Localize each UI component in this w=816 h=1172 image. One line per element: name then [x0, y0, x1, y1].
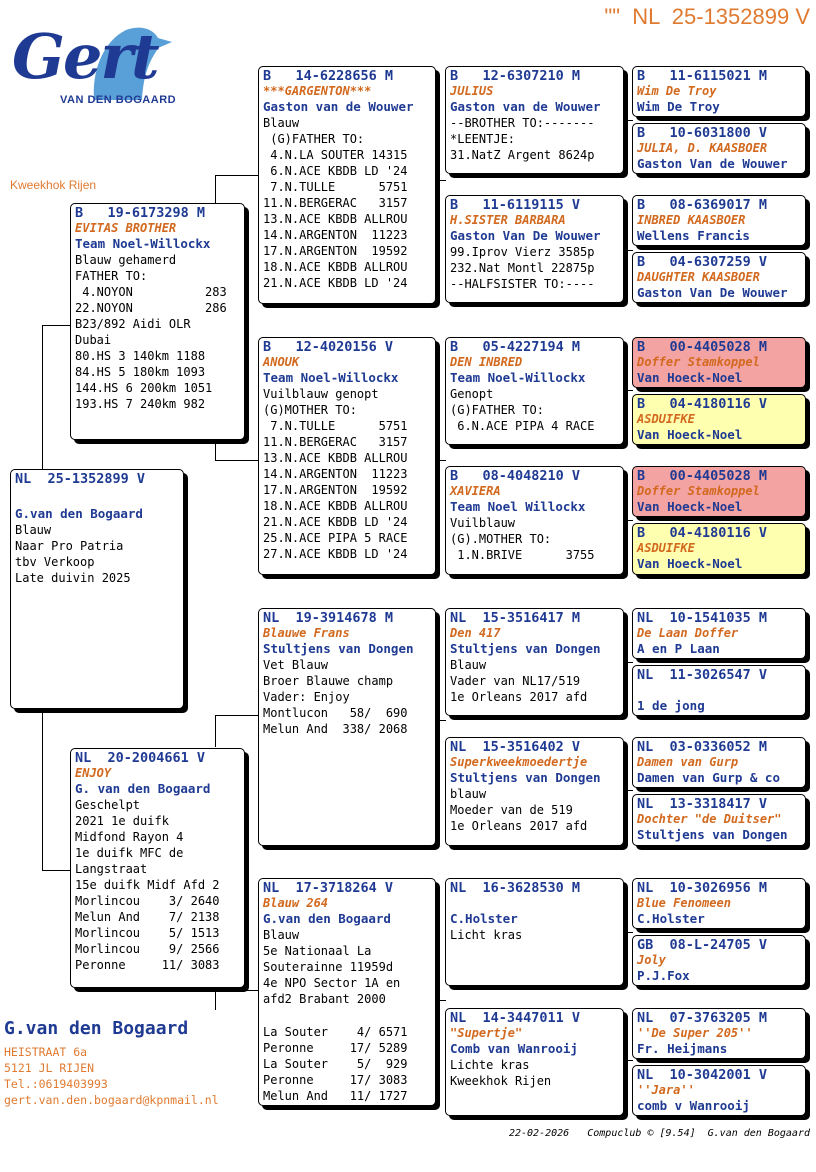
ring-number: B 00-4405028 M	[637, 468, 768, 484]
ring-number: B 10-6031800 V	[637, 125, 768, 141]
ring-number: NL 03-0336052 M	[637, 739, 768, 755]
info-line: Melun And 338/ 2068	[263, 722, 408, 736]
ring-number: B 11-6115021 M	[637, 68, 768, 84]
ring-number: NL 20-2004661 V	[75, 750, 206, 766]
info-line: Kweekhok Rijen	[450, 1074, 552, 1088]
owner: Gaston van de Wouwer	[263, 99, 414, 114]
info-line: Blauw	[450, 658, 487, 672]
info-line: 99.Iprov Vierz 3585p	[450, 245, 595, 259]
phone: Tel.:0619403993	[4, 1077, 108, 1091]
info-line: Blauw gehamerd	[75, 253, 177, 267]
info-line: Moeder van de 519	[450, 803, 573, 817]
sire-sire-dam-card	[445, 195, 624, 303]
info-line: 17.N.ARGENTON 19592	[263, 483, 408, 497]
ancestor-card	[632, 1008, 806, 1059]
owner: Van Hoeck-Noel	[637, 499, 743, 514]
footer-credits: 22-02-2026 Compuclub © [9.54] G.van den Bogaard	[508, 1128, 810, 1139]
owner: Gaston van de Wouwer	[450, 99, 601, 114]
subject-card	[10, 469, 184, 709]
info-line: *LEENTJE:	[450, 132, 516, 146]
dam-sire-dam-card	[445, 737, 624, 846]
sire-dam-sire-card	[445, 337, 624, 445]
ring-number: NL 10-3026956 M	[637, 880, 768, 896]
info-line: Vader: Enjoy	[263, 690, 350, 704]
info-line: 4e NPO Sector 1A en	[263, 976, 401, 990]
info-line: Lichte kras	[450, 1058, 530, 1072]
pigeon-name: ASDUIFKE	[637, 412, 695, 426]
pigeon-name	[450, 896, 619, 911]
info-line: (G).MOTHER TO:	[450, 532, 552, 546]
info-line: Montlucon 58/ 690	[263, 706, 408, 720]
info-lines	[15, 522, 179, 586]
info-line: (G)FATHER TO:	[450, 403, 544, 417]
sire-dam-card	[258, 337, 436, 575]
info-line: --HALFSISTER TO:----	[450, 277, 595, 291]
info-line: Vader van NL17/519	[450, 674, 581, 688]
info-line: 1e Orleans 2017 afd	[450, 819, 588, 833]
ring-number: B 04-4180116 V	[637, 525, 768, 541]
result-line: Melun And 11/ 1727	[263, 1089, 408, 1103]
address-line: HEISTRAAT 6a	[4, 1045, 88, 1059]
info-line: 84.HS 5 180km 1093	[75, 365, 206, 379]
info-line: Peronne 11/ 3083	[75, 958, 220, 972]
info-line: 6.N.ACE KBDB LD '24	[263, 164, 408, 178]
ring-number: B 14-6228656 M	[263, 68, 394, 84]
info-line: FATHER TO:	[75, 269, 148, 283]
pigeon-name: Superkweekmoedertje	[450, 755, 588, 769]
info-line: 1e Orleans 2017 afd	[450, 690, 588, 704]
info-line: (G)MOTHER TO:	[263, 403, 357, 417]
result-line: Peronne 17/ 3083	[263, 1073, 408, 1087]
owner: Comb van Wanrooij	[450, 1041, 578, 1056]
owner: Team Noel Willockx	[450, 499, 586, 514]
info-line: Morlincou 9/ 2566	[75, 942, 220, 956]
info-line: Vuilblauw genopt	[263, 387, 379, 401]
ring-number: B 08-6369017 M	[637, 197, 768, 213]
loft-label: Kweekhok Rijen	[10, 178, 97, 192]
info-line: (G)FATHER TO:	[263, 132, 365, 146]
ring-number: NL 14-3447011 V	[450, 1010, 581, 1026]
ring-number: B 04-6307259 V	[637, 254, 768, 270]
info-line: 1e duifk MFC de	[75, 846, 184, 860]
ancestor-card	[632, 665, 806, 716]
info-line: 21.N.ACE KBDB LD '24	[263, 515, 408, 529]
ring-number: B 11-6119115 V	[450, 197, 581, 213]
info-line: Genopt	[450, 387, 494, 401]
result-line: Peronne 17/ 5289	[263, 1041, 408, 1055]
info-line: Langstraat	[75, 862, 148, 876]
pigeon-name: Dochter "de Duitser"	[637, 812, 782, 826]
ring-number: B 12-6307210 M	[450, 68, 581, 84]
pigeon-name: Doffer Stamkoppel	[637, 484, 760, 498]
owner: comb v Wanrooij	[637, 1098, 750, 1113]
owner: Fr. Heijmans	[637, 1041, 728, 1056]
owner: Stultjens van Dongen	[263, 641, 414, 656]
pigeon-name: H.SISTER BARBARA	[450, 213, 566, 227]
sire-card	[70, 203, 245, 440]
ring-number: GB 08-L-24705 V	[637, 937, 768, 953]
info-line: 11.N.BERGERAC 3157	[263, 196, 408, 210]
ring-number: NL 13-3318417 V	[637, 796, 768, 812]
info-line: 4.NOYON 283	[75, 285, 227, 299]
owner: C.Holster	[450, 911, 518, 926]
info-line: 7.N.TULLE 5751	[263, 180, 408, 194]
pigeon-name: Wim De Troy	[637, 84, 717, 98]
ring-number: NL 11-3026547 V	[637, 667, 768, 683]
ancestor-card	[632, 195, 806, 246]
pigeon-name: ''De Super 205''	[637, 1026, 753, 1040]
info-line: 193.HS 7 240km 982	[75, 397, 206, 411]
breeder-name: G.van den Bogaard	[4, 1018, 189, 1039]
pigeon-name: ENJOY	[75, 766, 112, 780]
ancestor-card	[632, 1065, 806, 1116]
owner: Gaston Van de Wouwer	[637, 156, 788, 171]
owner: Van Hoeck-Noel	[637, 556, 743, 571]
ring-number: NL 10-3042001 V	[637, 1067, 768, 1083]
dam-dam-dam-card	[445, 1008, 624, 1116]
owner: Gaston Van De Wouwer	[450, 228, 601, 243]
ancestor-card	[632, 337, 806, 388]
pigeon-name: INBRED KAASBOER	[637, 213, 746, 227]
ancestor-card	[632, 394, 806, 445]
owner: Van Hoeck-Noel	[637, 427, 743, 442]
info-line: 14.N.ARGENTON 11223	[263, 467, 408, 481]
pigeon-name: JULIUS	[450, 84, 494, 98]
pigeon-name: Blauw 264	[263, 896, 329, 910]
info-line: Blauw	[263, 116, 300, 130]
info-line: Morlincou 5/ 1513	[75, 926, 220, 940]
info-line: 1.N.BRIVE 3755	[450, 548, 595, 562]
info-line: 21.N.ACE KBDB LD '24	[263, 276, 408, 290]
info-line: 13.N.ACE KBDB ALLROU	[263, 212, 408, 226]
pigeon-name	[637, 683, 801, 698]
ancestor-card	[632, 878, 806, 929]
pigeon-name: Joly	[637, 953, 666, 967]
info-line: 5e Nationaal La	[263, 944, 372, 958]
pigeon-name: DEN INBRED	[450, 355, 523, 369]
info-line: Vet Blauw	[263, 658, 329, 672]
pedigree-header: "" NL 25-1352899 V	[604, 4, 810, 29]
info-line: Melun And 7/ 2138	[75, 910, 220, 924]
info-line: 144.HS 6 200km 1051	[75, 381, 213, 395]
owner: Wim De Troy	[637, 99, 720, 114]
ancestor-card	[632, 466, 806, 517]
info-line: Midfond Rayon 4	[75, 830, 184, 844]
dam-sire-sire-card	[445, 608, 624, 716]
pigeon-name: ''Jara''	[637, 1083, 695, 1097]
ring-number: NL 10-1541035 M	[637, 610, 768, 626]
dam-card	[70, 748, 245, 988]
info-line: afd2 Brabant 2000	[263, 992, 386, 1006]
ring-number: NL 07-3763205 M	[637, 1010, 768, 1026]
email-link[interactable]: gert.van.den.bogaard@kpnmail.nl	[4, 1093, 219, 1107]
sire-sire-card	[258, 66, 436, 304]
info-line: Dubai	[75, 333, 112, 347]
logo-subtitle: VAN DEN BOGAARD	[60, 94, 177, 106]
dam-dam-sire-card	[445, 878, 624, 986]
owner: Stultjens van Dongen	[450, 770, 601, 785]
info-line: Morlincou 3/ 2640	[75, 894, 220, 908]
ring-number: NL 17-3718264 V	[263, 880, 394, 896]
owner: G.van den Bogaard	[263, 911, 391, 926]
info-line: 4.N.LA SOUTER 14315	[263, 148, 408, 162]
address-line: 5121 JL RIJEN	[4, 1061, 95, 1075]
info-line: Geschelpt	[75, 798, 141, 812]
ancestor-card	[632, 935, 806, 986]
ancestor-card	[632, 737, 806, 788]
ring-number: NL 16-3628530 M	[450, 880, 581, 896]
pigeon-name: EVITAS BROTHER	[75, 221, 177, 235]
result-line: La Souter 4/ 6571	[263, 1025, 408, 1039]
owner: 1 de jong	[637, 698, 705, 713]
sire-dam-dam-card	[445, 466, 624, 575]
ancestor-card	[632, 252, 806, 303]
info-line: 80.HS 3 140km 1188	[75, 349, 206, 363]
ancestor-card	[632, 608, 806, 659]
pigeon-name: JULIA, D. KAASBOER	[637, 141, 768, 155]
ring-number: B 08-4048210 V	[450, 468, 581, 484]
ancestor-card	[632, 523, 806, 575]
info-line: --BROTHER TO:-------	[450, 116, 595, 130]
owner: G. van den Bogaard	[75, 781, 211, 796]
pigeon-name: Den 417	[450, 626, 501, 640]
info-line: Broer Blauwe champ	[263, 674, 394, 688]
info-line: 27.N.ACE KBDB LD '24	[263, 547, 408, 561]
logo-word: Gert	[12, 20, 158, 93]
owner: C.Holster	[637, 911, 705, 926]
owner: Stultjens van Dongen	[450, 641, 601, 656]
ancestor-card	[632, 794, 806, 846]
info-line: blauw	[450, 787, 487, 801]
owner: Team Noel-Willockx	[450, 370, 586, 385]
pigeon-name: Blauwe Frans	[263, 626, 350, 640]
pigeon-name: ***GARGENTON***	[263, 84, 372, 98]
info-line: 25.N.ACE PIPA 5 RACE	[263, 531, 408, 545]
pigeon-name: Damen van Gurp	[637, 755, 739, 769]
ring-number: NL 15-3516417 M	[450, 610, 581, 626]
ancestor-card	[632, 123, 806, 174]
result-line: La Souter 5/ 929	[263, 1057, 408, 1071]
sire-sire-sire-card	[445, 66, 624, 174]
owner: Damen van Gurp & co	[637, 770, 780, 785]
info-line: 6.N.ACE PIPA 4 RACE	[450, 419, 595, 433]
info-line: 22.NOYON 286	[75, 301, 227, 315]
info-line: Vuilblauw	[450, 516, 516, 530]
pigeon-name: DAUGHTER KAASBOER	[637, 270, 760, 284]
info-line: 232.Nat Montl 22875p	[450, 261, 595, 275]
info-line: Late duivin 2025	[15, 571, 131, 585]
ring-number: B 04-4180116 V	[637, 396, 768, 412]
info-line: Licht kras	[450, 928, 523, 942]
ring-number: B 05-4227194 M	[450, 339, 581, 355]
info-line: B23/892 Aidi OLR	[75, 317, 191, 331]
pigeon-name: Doffer Stamkoppel	[637, 355, 760, 369]
ring-number: B 19-6173298 M	[75, 205, 206, 221]
owner: P.J.Fox	[637, 968, 690, 983]
info-line: 18.N.ACE KBDB ALLROU	[263, 499, 408, 513]
pigeon-name: Blue Fenomeen	[637, 896, 731, 910]
pigeon-name: "Supertje"	[450, 1026, 523, 1040]
owner: A en P Laan	[637, 641, 720, 656]
pigeon-name: De Laan Doffer	[637, 626, 739, 640]
ring-number: NL 25-1352899 V	[15, 471, 146, 487]
ring-number: B 12-4020156 V	[263, 339, 394, 355]
info-line: Naar Pro Patria	[15, 539, 124, 553]
ancestor-card	[632, 66, 806, 117]
info-line: 17.N.ARGENTON 19592	[263, 244, 408, 258]
info-line: Blauw	[15, 523, 52, 537]
info-line: Blauw	[263, 928, 300, 942]
owner: Wellens Francis	[637, 228, 750, 243]
info-line: 7.N.TULLE 5751	[263, 419, 408, 433]
info-line: 15e duifk Midf Afd 2	[75, 878, 220, 892]
info-line: 31.NatZ Argent 8624p	[450, 148, 595, 162]
ring-number: NL 15-3516402 V	[450, 739, 581, 755]
owner: Team Noel-Willockx	[75, 236, 211, 251]
dam-sire-card	[258, 608, 436, 846]
pigeon-name: ANOUK	[263, 355, 300, 369]
info-line: 13.N.ACE KBDB ALLROU	[263, 451, 408, 465]
ring-number: NL 19-3914678 M	[263, 610, 394, 626]
owner: Van Hoeck-Noel	[637, 370, 743, 385]
pigeon-name: XAVIERA	[450, 484, 501, 498]
dam-dam-card	[258, 878, 436, 1106]
breeder-address	[4, 1044, 219, 1108]
owner: Team Noel-Willockx	[263, 370, 399, 385]
info-line: tbv Verkoop	[15, 555, 95, 569]
ring-number: B 00-4405028 M	[637, 339, 768, 355]
info-line: 18.N.ACE KBDB ALLROU	[263, 260, 408, 274]
info-line: 11.N.BERGERAC 3157	[263, 435, 408, 449]
owner: Gaston Van De Wouwer	[637, 285, 788, 300]
info-line: Souterainne 11959d	[263, 960, 394, 974]
owner: Stultjens van Dongen	[637, 827, 788, 842]
info-line: 2021 1e duifk	[75, 814, 169, 828]
pigeon-name: ASDUIFKE	[637, 541, 695, 555]
info-line: 14.N.ARGENTON 11223	[263, 228, 408, 242]
owner: G.van den Bogaard	[15, 506, 143, 521]
